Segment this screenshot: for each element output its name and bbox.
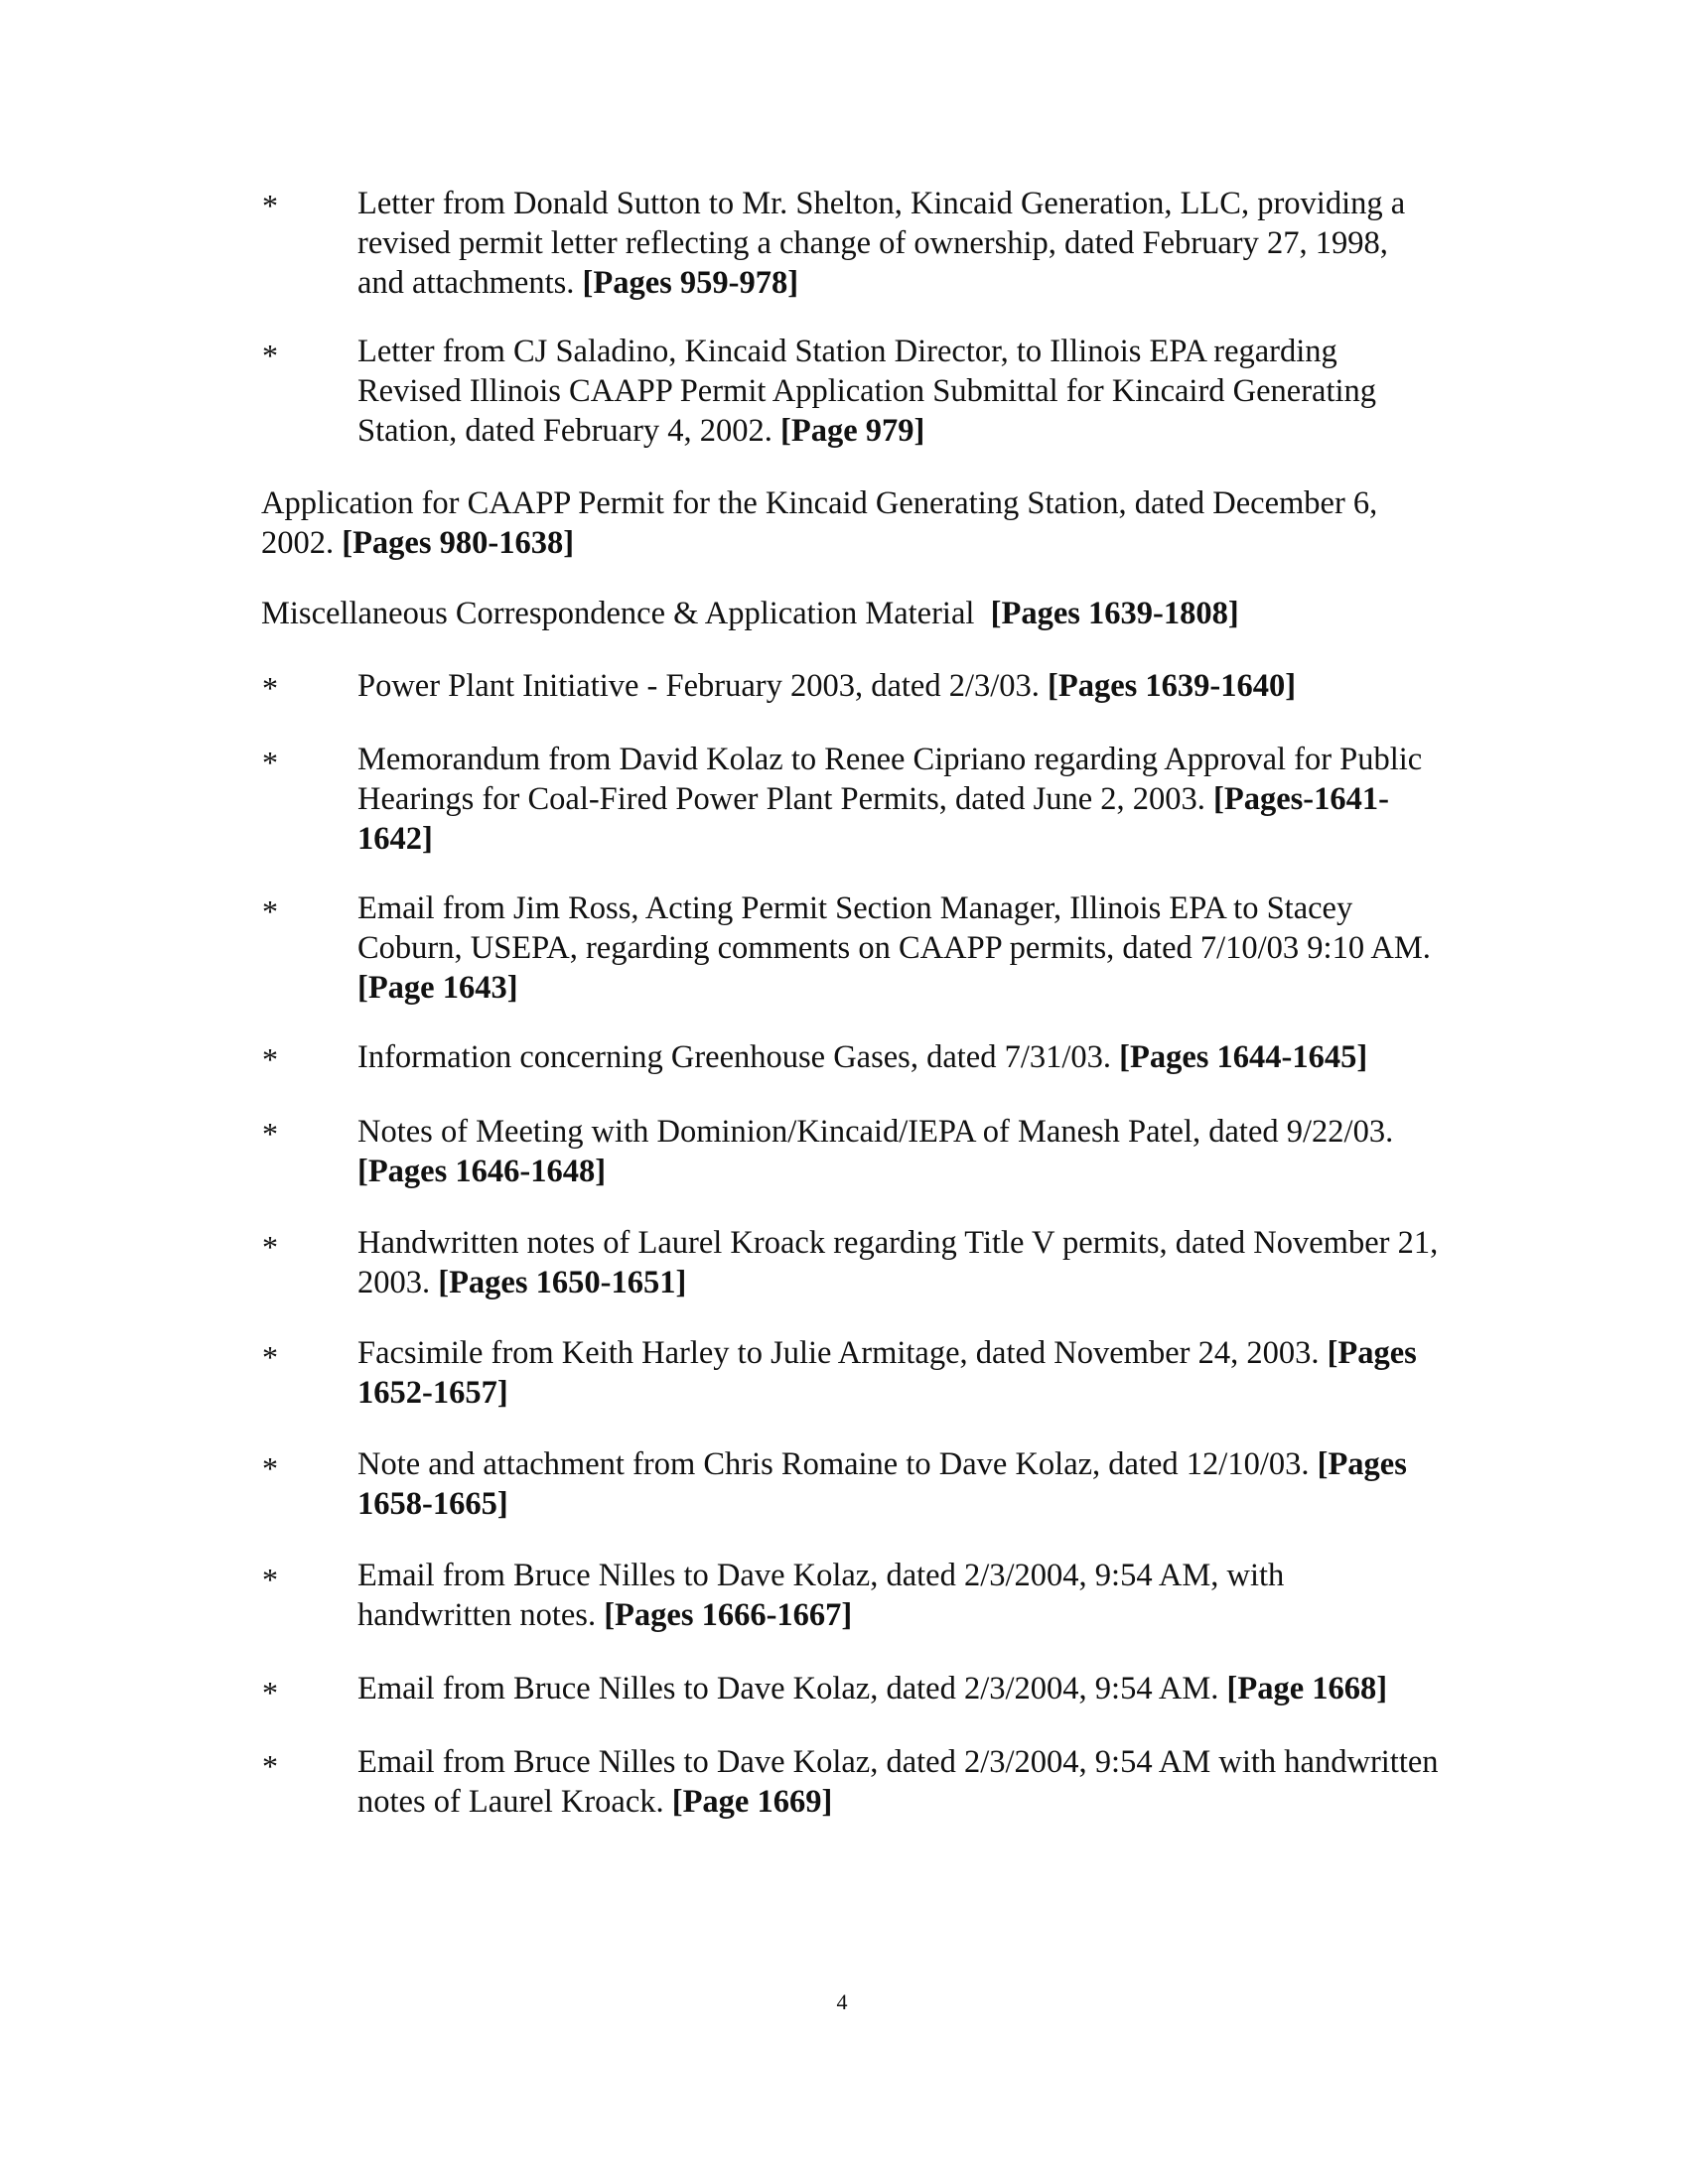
list-item bbox=[357, 184, 1440, 303]
page-number: 4 bbox=[836, 1989, 848, 2014]
list-item bbox=[357, 1037, 1440, 1077]
entry-text: Email from Bruce Nilles to Dave Kolaz, dated 2/3/2004, 9:54 AM. bbox=[357, 1671, 1219, 1706]
page-reference: [Page 1643] bbox=[357, 970, 518, 1006]
page-reference: [Pages 1650-1651] bbox=[438, 1265, 687, 1300]
paragraph-text: Application for CAAPP Permit for the Kincaid Generating Station, dated December 6, 2002. bbox=[261, 485, 1378, 561]
bullet-marker: * bbox=[262, 1562, 278, 1597]
list-item bbox=[357, 1444, 1440, 1524]
entry-text: Email from Jim Ross, Acting Permit Section Manager, Illinois EPA to Stacey Coburn, USEPA, regarding comments on CAAPP permits, dated 7/10/03 9:10 AM. bbox=[357, 890, 1431, 966]
bullet-marker: * bbox=[262, 745, 278, 780]
page-reference: [Pages 959-978] bbox=[582, 265, 799, 301]
entry-text: Note and attachment from Chris Romaine to Dave Kolaz, dated 12/10/03. bbox=[357, 1446, 1310, 1482]
bullet-marker: * bbox=[262, 1229, 278, 1265]
bullet-marker: * bbox=[262, 1675, 278, 1710]
list-item bbox=[357, 1223, 1440, 1302]
page-reference: [Page 979] bbox=[780, 413, 925, 449]
entry-text: Letter from Donald Sutton to Mr. Shelton, Kincaid Generation, LLC, providing a revised permit letter reflecting a change of ownership, dated February 27, 1998, and attachments. bbox=[357, 186, 1406, 301]
page-reference: [Pages 1646-1648] bbox=[357, 1154, 607, 1189]
page-reference: [Pages 1666-1667] bbox=[604, 1597, 853, 1633]
section-heading bbox=[261, 594, 1443, 633]
list-item bbox=[357, 740, 1440, 859]
entry-text: Power Plant Initiative - February 2003, dated 2/3/03. bbox=[357, 668, 1040, 704]
bullet-marker: * bbox=[262, 1450, 278, 1486]
section-paragraph bbox=[261, 483, 1443, 563]
page-reference: [Page 1669] bbox=[671, 1784, 833, 1820]
bullet-marker: * bbox=[262, 1116, 278, 1152]
entry-text: Letter from CJ Saladino, Kincaid Station Director, to Illinois EPA regarding Revised Illinois CAAPP Permit Application Submittal for Kincaird Generating Station, dated February 4, 2002. bbox=[357, 334, 1377, 449]
entry-text: Handwritten notes of Laurel Kroack regarding Title V permits, dated November 21, 2003. bbox=[357, 1225, 1439, 1300]
entry-text: Memorandum from David Kolaz to Renee Cipriano regarding Approval for Public Hearings for Coal-Fired Power Plant Permits, dated June 2, 2003. bbox=[357, 742, 1423, 817]
list-item bbox=[357, 332, 1440, 451]
page-reference: [Pages 1644-1645] bbox=[1119, 1039, 1368, 1075]
list-item bbox=[357, 1333, 1440, 1413]
page-reference: [Pages 1639-1640] bbox=[1048, 668, 1297, 704]
list-item bbox=[357, 1742, 1440, 1822]
bullet-marker: * bbox=[262, 893, 278, 929]
list-item bbox=[357, 666, 1440, 706]
list-item bbox=[357, 1112, 1440, 1191]
bullet-marker: * bbox=[262, 1748, 278, 1784]
list-item bbox=[357, 1556, 1440, 1635]
page-reference: [Pages 1652-1657] bbox=[357, 1335, 1417, 1411]
entry-text: Email from Bruce Nilles to Dave Kolaz, dated 2/3/2004, 9:54 AM, with handwritten notes. bbox=[357, 1558, 1285, 1633]
entry-text: Facsimile from Keith Harley to Julie Armitage, dated November 24, 2003. bbox=[357, 1335, 1320, 1371]
entry-text: Information concerning Greenhouse Gases, dated 7/31/03. bbox=[357, 1039, 1112, 1075]
entry-text: Notes of Meeting with Dominion/Kincaid/IEPA of Manesh Patel, dated 9/22/03. bbox=[357, 1114, 1394, 1150]
page-reference: [Pages 1658-1665] bbox=[357, 1446, 1407, 1522]
bullet-marker: * bbox=[262, 1339, 278, 1375]
list-item bbox=[357, 888, 1440, 1008]
page-reference: [Pages-1641-1642] bbox=[357, 781, 1389, 857]
bullet-marker: * bbox=[262, 338, 278, 373]
page-reference: [Page 1668] bbox=[1226, 1671, 1388, 1706]
page-reference: [Pages 1639-1808] bbox=[990, 596, 1239, 631]
bullet-marker: * bbox=[262, 1041, 278, 1077]
bullet-marker: * bbox=[262, 188, 278, 223]
entry-text: Email from Bruce Nilles to Dave Kolaz, dated 2/3/2004, 9:54 AM with handwritten notes of Laurel Kroack. bbox=[357, 1744, 1439, 1820]
page-reference: [Pages 980-1638] bbox=[342, 525, 575, 561]
bullet-marker: * bbox=[262, 670, 278, 706]
list-item bbox=[357, 1669, 1440, 1708]
heading-text: Miscellaneous Correspondence & Application Material bbox=[261, 596, 975, 631]
